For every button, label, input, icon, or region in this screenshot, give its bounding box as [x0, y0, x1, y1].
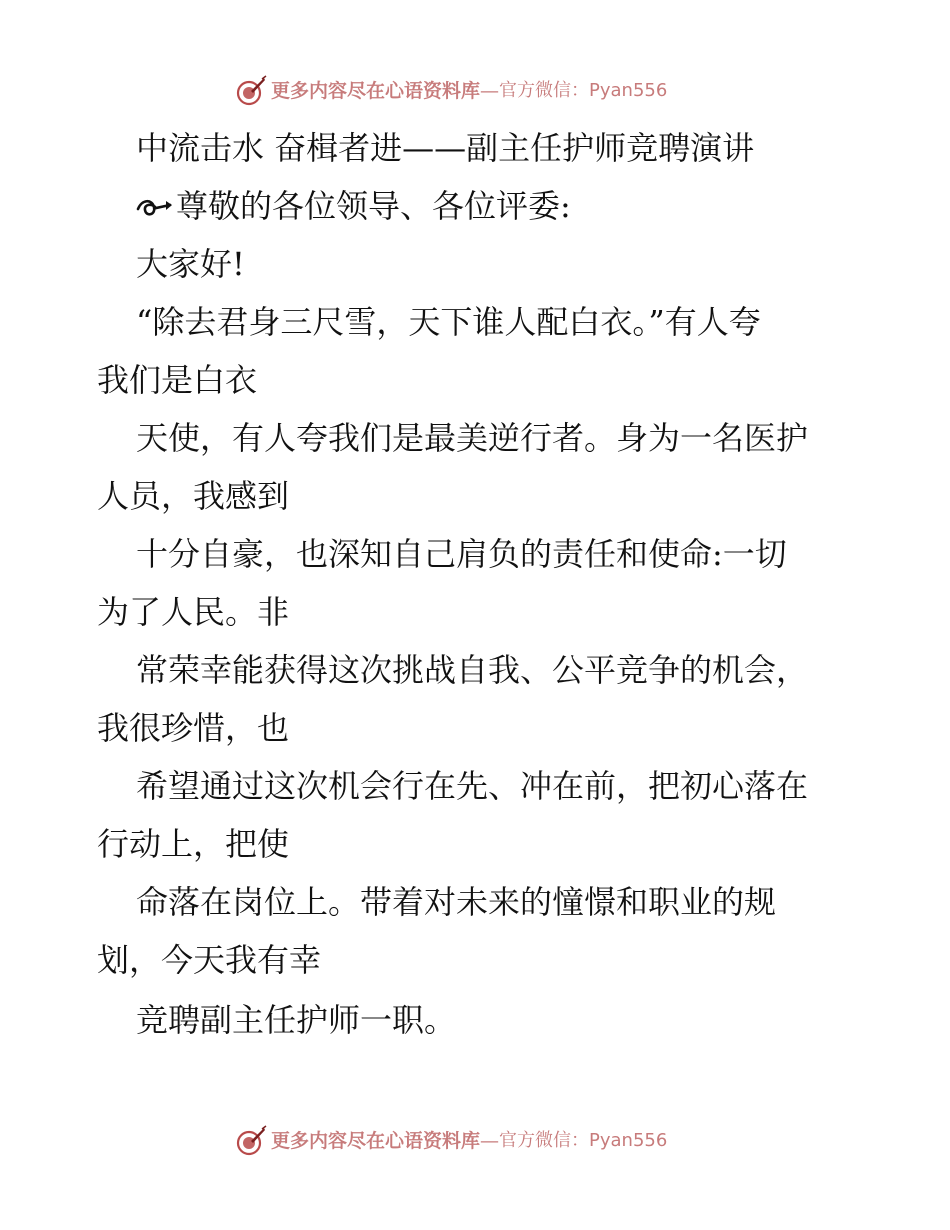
document-title: 中流击水 奋楫者进——副主任护师竞聘演讲 [136, 129, 755, 167]
paragraph-line: 十分自豪，也深知自己肩负的责任和使命:一切 [136, 535, 787, 573]
header-banner [235, 74, 667, 108]
footer-banner [235, 1124, 667, 1158]
footer-wechat: 官方微信：Pyan556 [499, 1130, 668, 1151]
greeting: 大家好! [136, 245, 245, 283]
paragraph-line: 我很珍惜，也 [97, 709, 290, 747]
header-dash: — [480, 79, 500, 102]
quill-seal-icon [235, 1125, 267, 1157]
paragraph-line: 我们是白衣 [97, 361, 258, 399]
quill-seal-icon [235, 75, 267, 107]
paragraph-line: 行动上，把使 [97, 825, 290, 863]
paragraph-line: 希望通过这次机会行在先、冲在前，把初心落在 [136, 767, 809, 805]
paragraph-line: “除去君身三尺雪，天下谁人配白衣。”有人夸 [136, 303, 761, 341]
paragraph-line: 人员，我感到 [97, 477, 290, 515]
header-brand: 更多内容尽在心语资料库 [271, 79, 481, 102]
paragraph-line: 天使，有人夸我们是最美逆行者。身为一名医护 [136, 419, 809, 457]
paragraph-line: 命落在岗位上。带着对未来的憧憬和职业的规 [136, 883, 777, 921]
footer-brand: 更多内容尽在心语资料库 [271, 1129, 481, 1152]
flourish-icon [136, 195, 174, 219]
paragraph-line: 常荣幸能获得这次挑战自我、公平竞争的机会， [136, 651, 809, 689]
paragraph-line: 划，今天我有幸 [97, 941, 322, 979]
salutation-line [136, 187, 571, 225]
salutation-text: 尊敬的各位领导、各位评委: [176, 187, 571, 225]
footer-dash: — [480, 1129, 500, 1152]
paragraph-line: 为了人民。非 [97, 593, 290, 631]
header-wechat: 官方微信：Pyan556 [499, 80, 668, 101]
paragraph-line: 竞聘副主任护师一职。 [136, 1001, 457, 1039]
